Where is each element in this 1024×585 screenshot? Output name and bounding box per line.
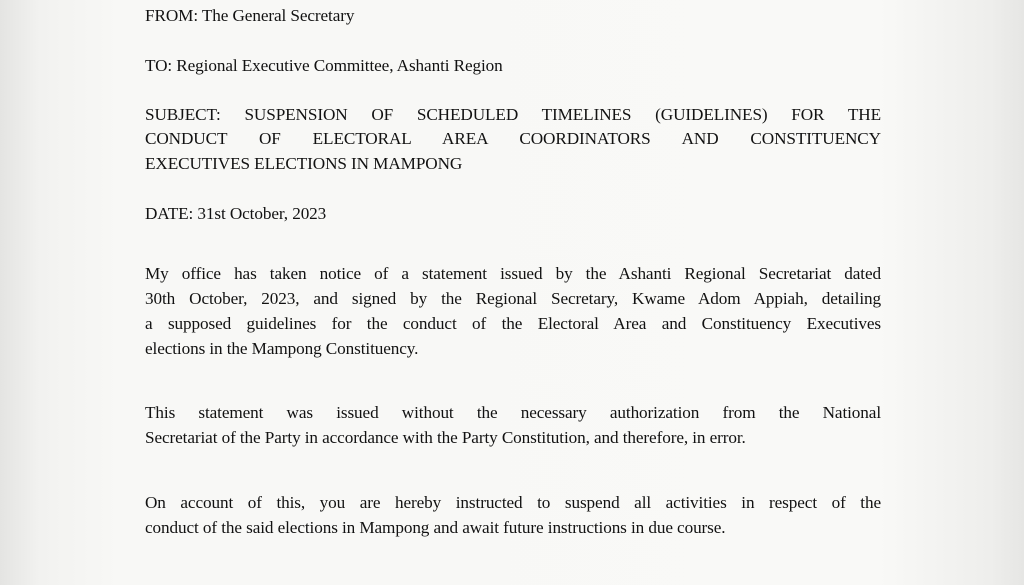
paragraph-1-line-4: elections in the Mampong Constituency. [145,339,419,358]
paragraph-3-line-2: conduct of the said elections in Mampong and await future instructions in due course. [145,518,726,537]
subject-line-1: SUBJECT: SUSPENSION OF SCHEDULED TIMELINES (GUIDELINES) FOR THE [145,105,881,124]
date-line: DATE: 31st October, 2023 [145,204,327,223]
paragraph-1-line-3: a supposed guidelines for the conduct of the Electoral Area and Constituency Executives [145,314,881,333]
paragraph-1-line-1: My office has taken notice of a statement issued by the Ashanti Regional Secretariat dated [145,264,881,283]
paragraph-3-line-1: On account of this, you are hereby instructed to suspend all activities in respect of the [145,493,881,512]
paragraph-2-line-1: This statement was issued without the necessary authorization from the National [145,403,881,422]
paragraph-1-line-2: 30th October, 2023, and signed by the Regional Secretary, Kwame Adom Appiah, detailing [145,289,881,308]
subject-line-3: EXECUTIVES ELECTIONS IN MAMPONG [145,154,463,173]
subject-line-2: CONDUCT OF ELECTORAL AREA COORDINATORS AND CONSTITUENCY [145,129,881,148]
paragraph-2-line-2: Secretariat of the Party in accordance with the Party Constitution, and therefore, in error. [145,428,746,447]
to-line: TO: Regional Executive Committee, Ashanti Region [145,56,503,75]
from-line: FROM: The General Secretary [145,6,355,25]
